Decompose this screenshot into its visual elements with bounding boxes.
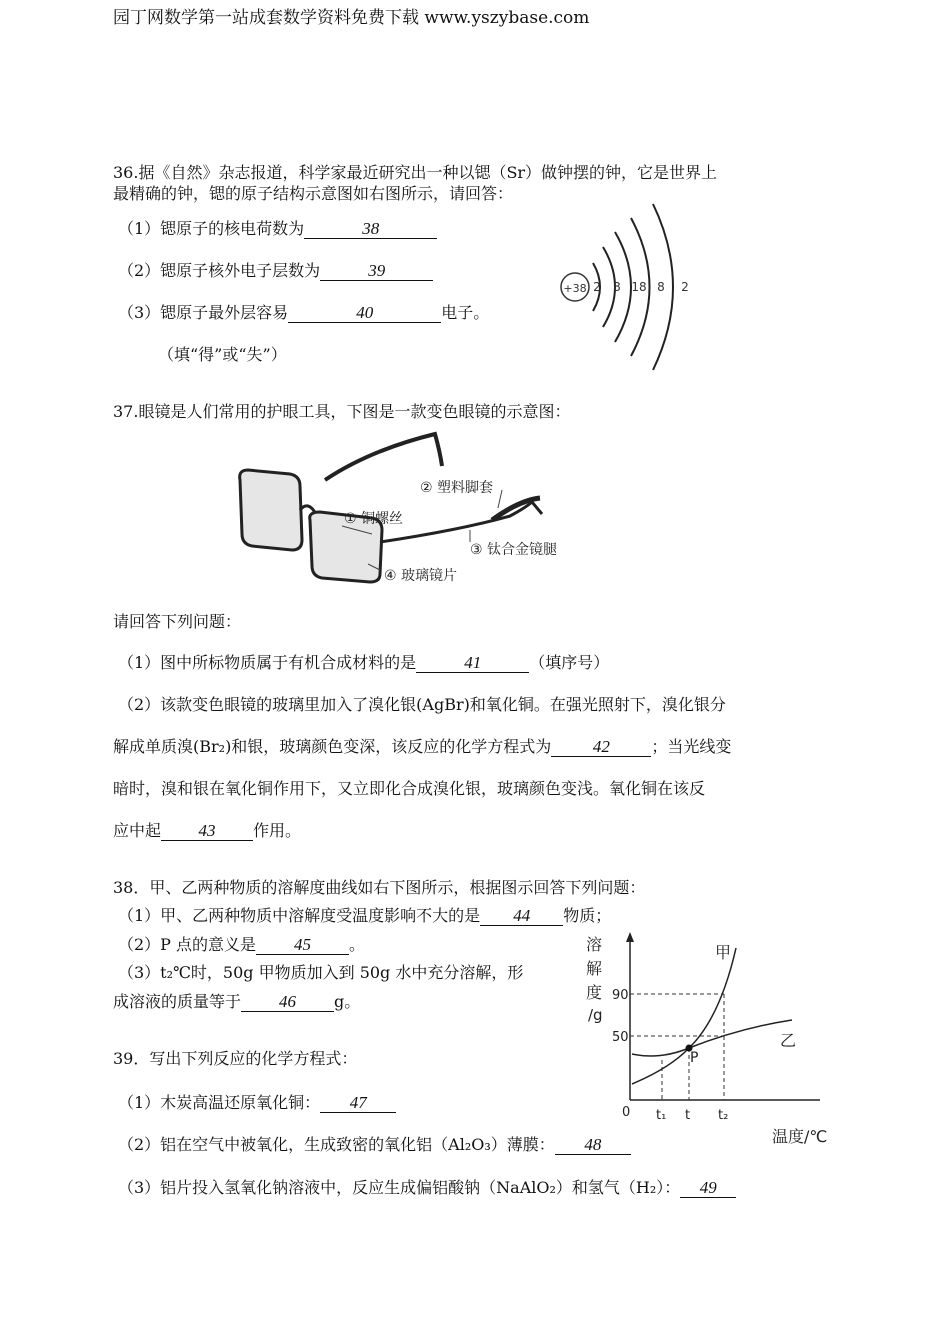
q37-part1: [118, 650, 609, 673]
q39-part1: [118, 1090, 396, 1113]
q38-part3-line1: （3）t₂℃时，50g 甲物质加入到 50g 水中充分溶解，形: [118, 963, 524, 982]
q37-part2-line2: [113, 734, 731, 757]
point-label-p: P: [690, 1050, 699, 1066]
far-temple: [325, 434, 442, 480]
label-copper-screw: ① 铜螺丝: [344, 511, 404, 527]
answer-blank-47: 47: [320, 1094, 396, 1113]
answer-blank-49: 49: [680, 1179, 736, 1198]
answer-blank-40: 40: [288, 304, 441, 323]
q38-part3-line2: [113, 989, 360, 1012]
q38-part2: [118, 932, 365, 955]
leader-2: [498, 490, 502, 508]
q37-part2-line1: （2）该款变色眼镜的玻璃里加入了溴化银(AgBr)和氧化铜。在强光照射下，溴化银分: [118, 695, 726, 714]
q37-ask: 请回答下列问题：: [113, 612, 242, 631]
curve-yi: [632, 1020, 792, 1056]
nucleus-charge: +38: [563, 282, 587, 295]
xtick-t2: t₂: [718, 1108, 729, 1123]
q38-part1-text: （1）甲、乙两种物质中溶解度受温度影响不大的是: [118, 906, 481, 925]
q37-part1-tail: （填序号）: [529, 653, 610, 672]
q38-part1-tail: 物质；: [563, 906, 612, 925]
xlabel: 温度/℃: [772, 1127, 828, 1146]
q39-part2-text: （2）铝在空气中被氧化，生成致密的氧化铝（Al₂O₃）薄膜：: [118, 1135, 555, 1154]
glasses-illustration: [230, 430, 590, 590]
shell-count-4: 8: [657, 280, 665, 294]
ylabel-char-3: 度: [586, 983, 603, 1002]
ylabel-char-2: 解: [586, 959, 603, 978]
strontium-atom-diagram: [555, 200, 700, 372]
page-header: 园丁网数学第一站成套数学资料免费下载 www.yszybase.com: [113, 8, 590, 28]
series-label-yi: 乙: [780, 1031, 797, 1050]
q39-part3-text: （3）铝片投入氢氧化钠溶液中，反应生成偏铝酸钠（NaAlO₂）和氢气（H₂）：: [118, 1178, 681, 1197]
left-lens: [240, 470, 302, 550]
q37-part2-line4: [113, 818, 301, 841]
label-plastic-tip: ② 塑料脚套: [420, 480, 494, 496]
q36-part1-text: （1）锶原子的核电荷数为: [118, 219, 305, 238]
q37-part2-line4-b: 作用。: [253, 821, 302, 840]
q37-part2-line4-a: 应中起: [113, 821, 162, 840]
xtick-t1: t₁: [656, 1108, 667, 1123]
y-axis-arrow: [626, 932, 634, 942]
ytick-50: 50: [612, 1030, 629, 1045]
q38-part2-text: （2）P 点的意义是: [118, 935, 257, 954]
q36-part3-text: （3）锶原子最外层容易: [118, 303, 289, 322]
curve-jia: [632, 948, 736, 1084]
q36-part2: [118, 258, 433, 281]
q36-hint: （填“得”或“失”）: [158, 345, 287, 364]
q38-part3-tail: g。: [334, 992, 361, 1011]
q39-part1-text: （1）木炭高温还原氧化铜：: [118, 1093, 321, 1112]
answer-blank-43: 43: [161, 822, 253, 841]
q38-part3-line2-a: 成溶液的质量等于: [113, 992, 242, 1011]
label-glass-lens: ④ 玻璃镜片: [384, 568, 458, 584]
shell-count-1: 2: [593, 280, 601, 294]
origin-label: 0: [622, 1105, 631, 1120]
ylabel-char-1: 溶: [586, 935, 603, 954]
answer-blank-39: 39: [320, 262, 433, 281]
q36-part3-tail: 电子。: [441, 303, 490, 322]
q36-line2: 最精确的钟，锶的原子结构示意图如右图所示，请回答：: [113, 184, 514, 203]
shell-count-2: 8: [613, 280, 621, 294]
q39-part3: [118, 1175, 736, 1198]
shell-count-3: 18: [631, 280, 647, 294]
q37-part2-line3: 暗时，溴和银在氧化铜作用下，又立即化合成溴化银，玻璃颜色变浅。氧化铜在该反: [113, 779, 706, 798]
q36-part2-text: （2）锶原子核外电子层数为: [118, 261, 321, 280]
q39-part2: [118, 1132, 631, 1155]
q37-part2-line2-a: 解成单质溴(Br₂)和银，玻璃颜色变深，该反应的化学方程式为: [113, 737, 552, 756]
answer-blank-38: 38: [304, 220, 437, 239]
q38-part1: [118, 903, 611, 926]
answer-blank-48: 48: [555, 1136, 631, 1155]
q37-part2-line2-b: ；当光线变: [651, 737, 732, 756]
solubility-graph: [570, 928, 840, 1150]
shell-count-5: 2: [681, 280, 689, 294]
q36-part1: [118, 216, 437, 239]
answer-blank-45: 45: [256, 936, 349, 955]
q36-line1: 36.据《自然》杂志报道，科学家最近研究出一种以锶（Sr）做钟摆的钟，它是世界上: [113, 163, 718, 182]
q38-part2-tail: 。: [349, 935, 366, 954]
answer-blank-44: 44: [480, 907, 563, 926]
answer-blank-41: 41: [416, 654, 529, 673]
q37-intro: 37.眼镜是人们常用的护眼工具，下图是一款变色眼镜的示意图：: [113, 402, 571, 421]
q39-intro: 39．写出下列反应的化学方程式：: [113, 1049, 358, 1068]
q36-part3: [118, 300, 489, 323]
answer-blank-42: 42: [551, 738, 651, 757]
q38-intro: 38．甲、乙两种物质的溶解度曲线如右下图所示，根据图示回答下列问题：: [113, 878, 646, 897]
answer-blank-46: 46: [241, 993, 334, 1012]
series-label-jia: 甲: [715, 943, 732, 962]
label-titanium-temple: ③ 钛合金镜腿: [470, 542, 558, 558]
xtick-t: t: [685, 1108, 691, 1123]
ylabel-unit: /g: [588, 1006, 603, 1024]
near-temple: [380, 502, 542, 542]
q37-part1-text: （1）图中所标物质属于有机合成材料的是: [118, 653, 417, 672]
ytick-90: 90: [612, 988, 629, 1003]
